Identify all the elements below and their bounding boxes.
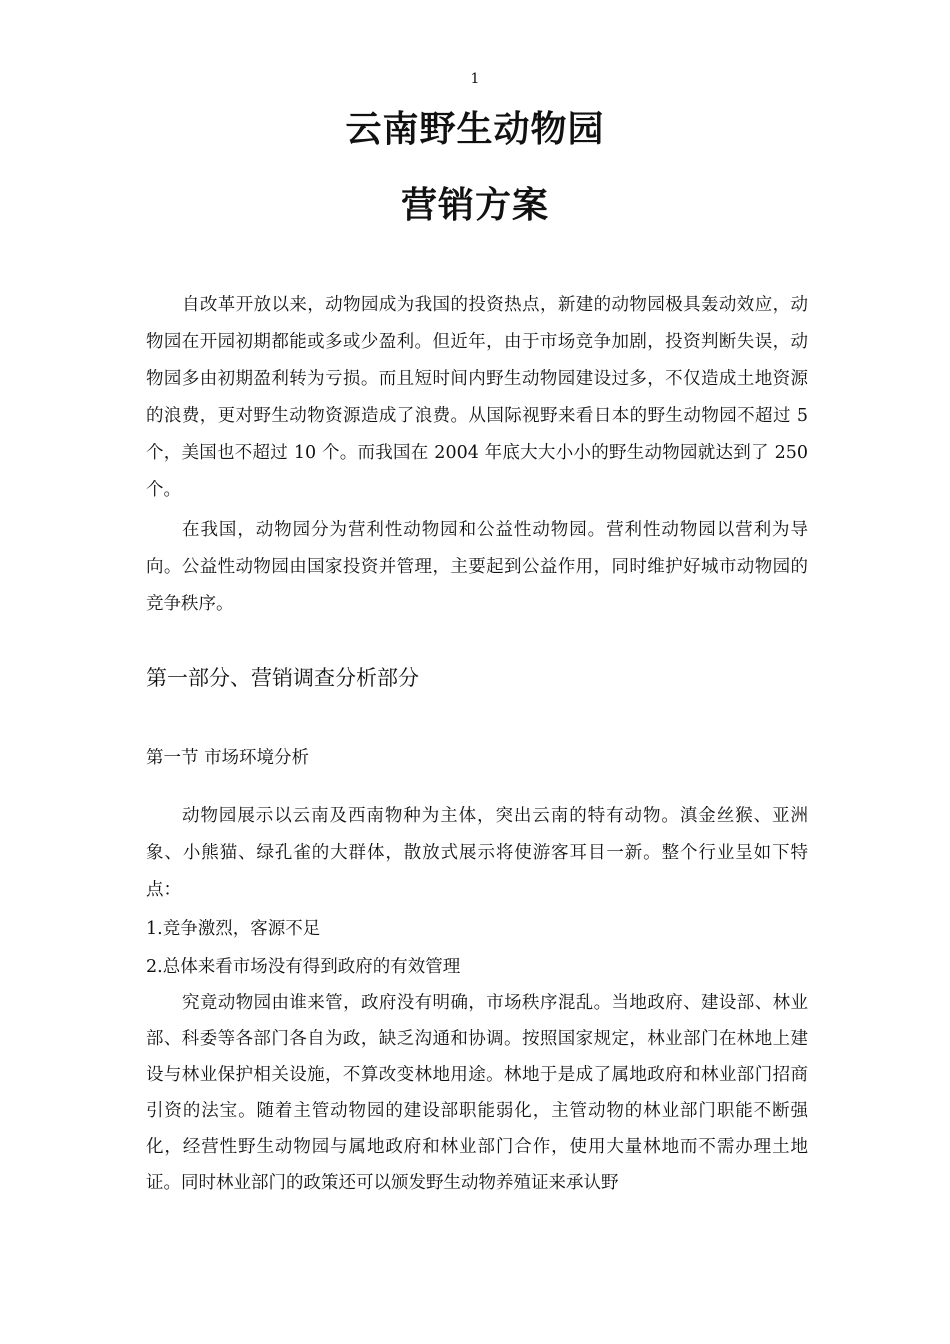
intro-paragraph-1: 自改革开放以来，动物园成为我国的投资热点，新建的动物园极具轰动效应，动物园在开园初期都能或多或少盈利。但近年，由于市场竞争加剧，投资判断失误，动物园多由初期盈利转为亏损。而且短时间内野生动物园建设过多，不仅造成土地资源的浪费，更对野生动物资源造成了浪费。从国际视野来看日本的野生动物园不超过 5 个，美国也不超过 10 个。而我国在 2004 年底大大小小的野生动物园就达到了 250 个。 [146,295,808,500]
page-number: 1 [470,71,480,87]
market-paragraph-1: 动物园展示以云南及西南物种为主体，突出云南的特有动物。滇金丝猴、亚洲象、小熊猫、绿孔雀的大群体，散放式展示将使游客耳目一新。整个行业呈如下特点： [146,806,808,900]
document-title: 云南野生动物园 [345,109,605,150]
market-paragraph-2: 究竟动物园由谁来管，政府没有明确，市场秩序混乱。当地政府、建设部、林业部、科委等各部门各自为政，缺乏沟通和协调。按照国家规定，林业部门在林地上建设与林业保护相关设施，不算改变林地用途。林地于是成了属地政府和林业部门招商引资的法宝。随着主管动物园的建设部职能弱化，主管动物的林业部门职能不断强化，经营性野生动物园与属地政府和林业部门合作，使用大量林地而不需办理土地证。同时林业部门的政策还可以颁发野生动物养殖证来承认野 [146,993,808,1193]
list-item: 1.竞争激烈，客源不足 [146,919,321,939]
section-heading: 第一节 市场环境分析 [146,748,310,768]
list-item: 2.总体来看市场没有得到政府的有效管理 [146,957,461,977]
document-subtitle: 营销方案 [400,185,549,226]
intro-paragraph-2: 在我国，动物园分为营利性动物园和公益性动物园。营利性动物园以营利为导向。公益性动物园由国家投资并管理，主要起到公益作用，同时维护好城市动物园的竞争秩序。 [146,520,808,614]
part-heading: 第一部分、营销调查分析部分 [146,666,419,690]
